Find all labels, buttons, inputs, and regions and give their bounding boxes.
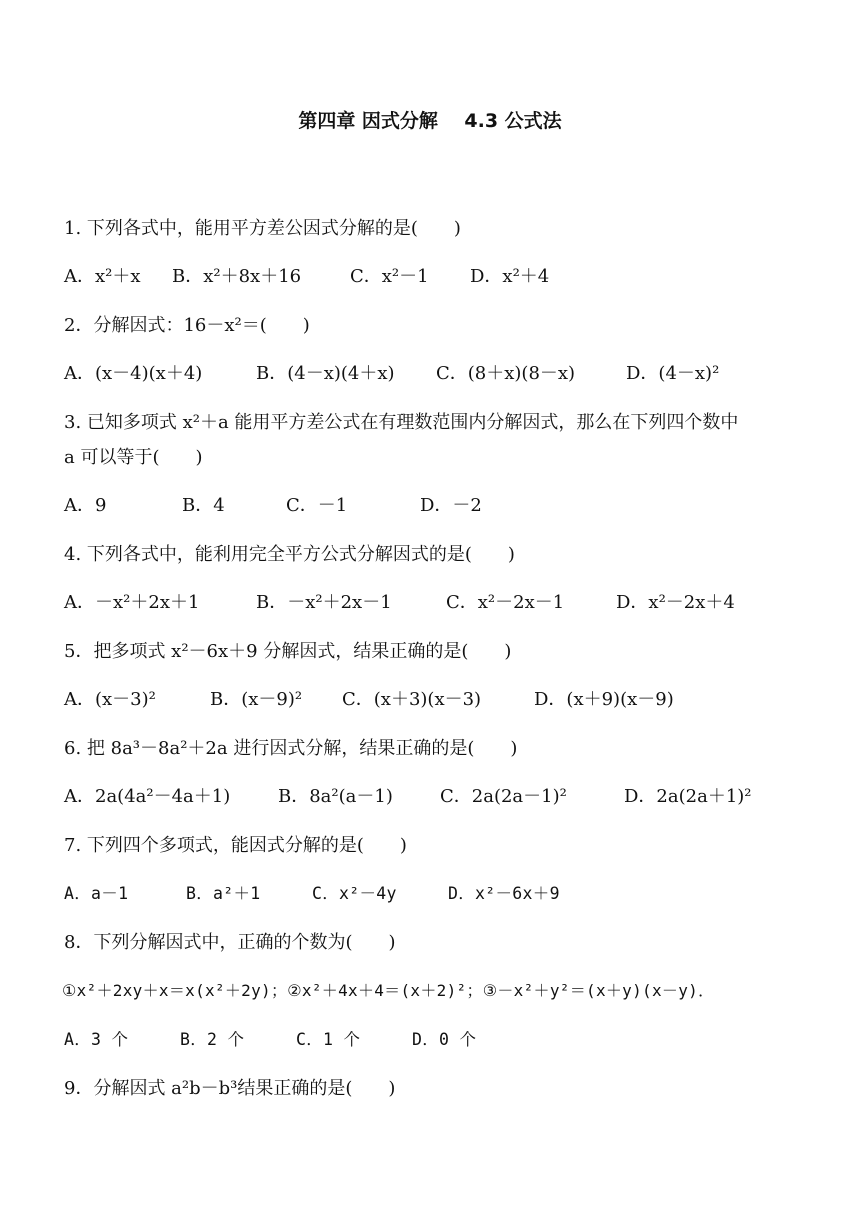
page-title: 第四章 因式分解 4.3 公式法	[298, 110, 562, 132]
q1-option-b: B．x²＋8x＋16	[172, 266, 302, 287]
question-7-stem: 7. 下列四个多项式，能因式分解的是( )	[64, 835, 407, 856]
q7-option-b: B．a²＋1	[186, 884, 261, 903]
question-6-options	[64, 785, 820, 809]
q3-option-a: A．9	[64, 495, 107, 516]
q5-option-c: C．(x＋3)(x－3)	[342, 689, 482, 710]
q5-option-b: B．(x－9)²	[210, 689, 303, 710]
question-8-options	[64, 1028, 820, 1052]
q6-option-a: A．2a(4a²－4a＋1)	[64, 786, 231, 807]
q1-option-a: A．x²＋x	[64, 266, 141, 287]
q7-option-c: C．x²－4y	[312, 884, 397, 903]
question-6-stem: 6. 把 8a³－8a²＋2a 进行因式分解，结果正确的是( )	[64, 738, 518, 759]
question-2-stem: 2．分解因式：16－x²＝( )	[64, 315, 310, 336]
question-3-stem-line-1: 3. 已知多项式 x²＋a 能用平方差公式在有理数范围内分解因式，那么在下列四个数中	[64, 412, 739, 433]
q2-option-a: A．(x－4)(x＋4)	[64, 363, 203, 384]
q6-option-d: D．2a(2a＋1)²	[624, 786, 752, 807]
q5-option-a: A．(x－3)²	[64, 689, 156, 710]
q2-option-c: C．(8＋x)(8－x)	[436, 363, 576, 384]
q4-option-d: D．x²－2x＋4	[616, 592, 735, 613]
q3-option-c: C．－1	[286, 495, 348, 516]
q6-option-c: C．2a(2a－1)²	[440, 786, 567, 807]
question-5-stem: 5．把多项式 x²－6x＋9 分解因式，结果正确的是( )	[64, 641, 512, 662]
question-1-stem: 1. 下列各式中，能用平方差公因式分解的是( )	[64, 218, 461, 239]
q2-option-d: D．(4－x)²	[626, 363, 720, 384]
question-4-stem: 4. 下列各式中，能利用完全平方公式分解因式的是( )	[64, 544, 515, 565]
q4-option-b: B．－x²＋2x－1	[256, 592, 392, 613]
question-8-statement: ①x²＋2xy＋x＝x(x²＋2y)；②x²＋4x＋4＝(x＋2)²；③－x²＋y²＝(x＋y)(x－y)．	[62, 981, 715, 1000]
question-8-stem: 8．下列分解因式中，正确的个数为( )	[64, 932, 396, 953]
q1-option-c: C．x²－1	[350, 266, 429, 287]
question-9-stem: 9．分解因式 a²b－b³结果正确的是( )	[64, 1078, 396, 1099]
question-4-options	[64, 591, 820, 615]
question-2-options	[64, 362, 820, 386]
q8-option-d: D．0 个	[412, 1030, 477, 1049]
q8-option-b: B．2 个	[180, 1030, 245, 1049]
question-7-options	[64, 882, 820, 906]
q5-option-d: D．(x＋9)(x－9)	[534, 689, 674, 710]
q3-option-b: B．4	[182, 495, 225, 516]
q4-option-a: A．－x²＋2x＋1	[64, 592, 200, 613]
question-3-stem-line-2: a 可以等于( )	[64, 447, 203, 468]
q8-option-c: C．1 个	[296, 1030, 361, 1049]
q6-option-b: B．8a²(a－1)	[278, 786, 393, 807]
question-3-options	[64, 494, 820, 518]
q2-option-b: B．(4－x)(4＋x)	[256, 363, 395, 384]
question-5-options	[64, 688, 820, 712]
question-1-options	[64, 265, 820, 289]
q7-option-a: A．a－1	[64, 884, 129, 903]
q7-option-d: D．x²－6x＋9	[448, 884, 560, 903]
q8-option-a: A．3 个	[64, 1030, 129, 1049]
q1-option-d: D．x²＋4	[470, 266, 550, 287]
q3-option-d: D．－2	[420, 495, 482, 516]
q4-option-c: C．x²－2x－1	[446, 592, 565, 613]
